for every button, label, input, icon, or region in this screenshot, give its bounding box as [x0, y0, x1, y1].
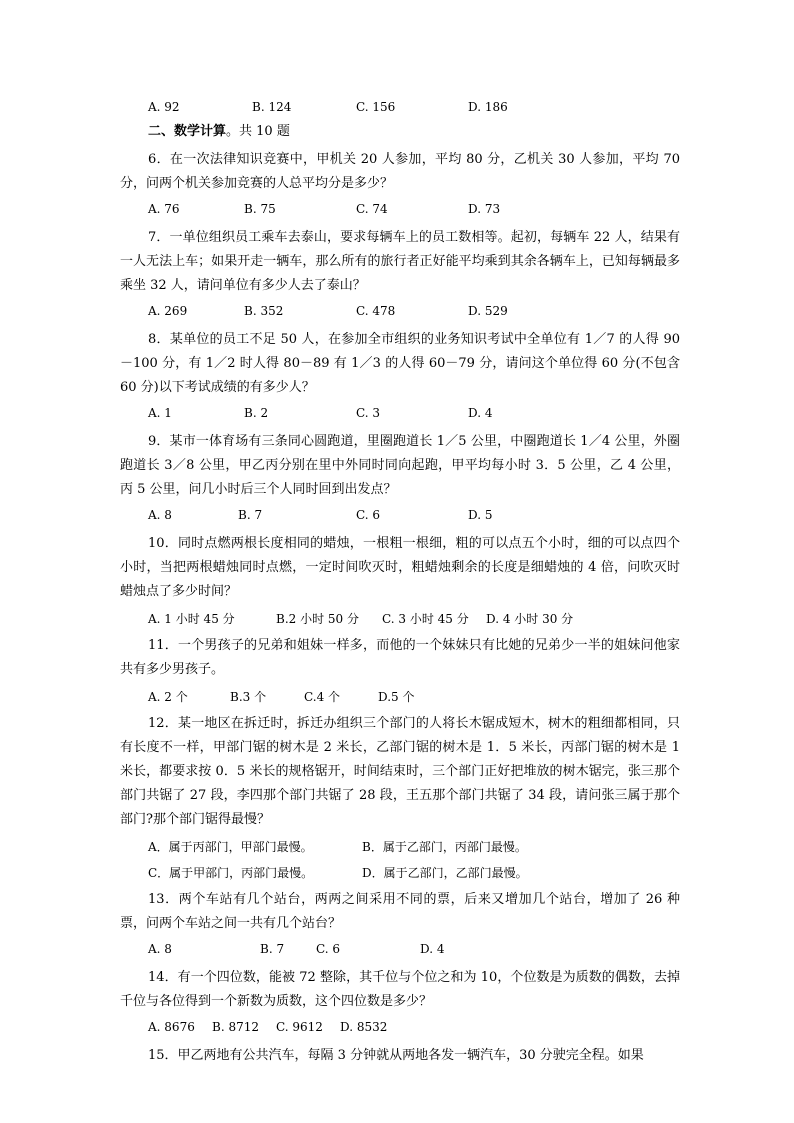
q13-option-a: A. 8: [148, 942, 172, 956]
q13-option-b: B. 7: [260, 942, 285, 956]
q6-option-d: D. 73: [468, 202, 501, 216]
q12-option-a: A．属于丙部门，甲部门最慢。: [148, 840, 313, 854]
q8-option-c: C. 3: [356, 406, 381, 420]
q12-option-c: C．属于甲部门，丙部门最慢。: [148, 866, 314, 880]
q13-option-d: D. 4: [420, 942, 445, 956]
q10-option-a: A. 1 小时 45 分: [148, 612, 235, 626]
q10-option-b: B.2 小时 50 分: [276, 612, 359, 626]
q5-option-c: C. 156: [356, 100, 396, 114]
q13-option-c: C. 6: [316, 942, 341, 956]
question-14: 14．有一个四位数，能被 72 整除，其千位与个位之和为 10，个位数是为质数的偶数，去掉千位与各位得到一个新数为质数，这个四位数是多少？: [120, 970, 680, 1009]
question-13: 13．两个车站有几个站台，两两之间采用不同的票，后来又增加几个站台，增加了 26 种票，问两个车站之间一共有几个站台？: [120, 892, 680, 931]
q7-option-a: A. 269: [148, 304, 188, 318]
q13-options: [120, 936, 680, 962]
q12-options-row2: [120, 858, 680, 884]
q8-option-b: B. 2: [244, 406, 269, 420]
q12-options-row1: [120, 832, 680, 858]
q7-option-c: C. 478: [356, 304, 396, 318]
q9-option-c: C. 6: [356, 508, 381, 522]
q7-option-b: B. 352: [244, 304, 284, 318]
q14-option-b: B. 8712: [212, 1020, 259, 1034]
q11-option-a: A. 2 个: [148, 690, 188, 704]
q10-option-c: C. 3 小时 45 分: [382, 612, 469, 626]
q14-option-d: D. 8532: [340, 1020, 388, 1034]
section-suffix: 。共 10 题: [226, 124, 290, 139]
q11-option-b: B.3 个: [230, 690, 267, 704]
q12-option-d: D．属于乙部门，乙部门最慢。: [362, 866, 528, 880]
q6-option-b: B. 75: [244, 202, 276, 216]
q9-option-a: A. 8: [148, 508, 172, 522]
q9-options: [120, 502, 680, 528]
q8-option-d: D. 4: [468, 406, 493, 420]
question-9: 9．某市一体育场有三条同心圆跑道，里圈跑道长 1／5 公里，中圈跑道长 1／4 公里，外圈跑道长 3／8 公里，甲乙丙分别在里中外同时同向起跑，甲平均每小时 3．5 公里，乙 4 公里，丙 5 公里，问几小时后三个人同时回到出发点？: [120, 434, 680, 497]
q14-option-a: A. 8676: [148, 1020, 195, 1034]
q11-options: [120, 682, 680, 708]
section-title: 二、数学计算: [148, 124, 227, 139]
q6-option-a: A. 76: [148, 202, 180, 216]
q5-options: [120, 94, 680, 120]
question-6: 6．在一次法律知识竞赛中，甲机关 20 人参加，平均 80 分，乙机关 30 人参加，平均 70 分，问两个机关参加竞赛的人总平均分是多少？: [120, 152, 680, 191]
question-10: 10．同时点燃两根长度相同的蜡烛，一根粗一根细，粗的可以点五个小时，细的可以点四个小时，当把两根蜡烛同时点燃，一定时间吹灭时，粗蜡烛剩余的长度是细蜡烛的 4 倍，问吹灭时蜡烛点了多少时间？: [120, 536, 680, 599]
section-heading: [120, 120, 680, 144]
exam-page: [120, 94, 680, 1068]
q10-option-d: D. 4 小时 30 分: [486, 612, 574, 626]
q5-option-d: D. 186: [468, 100, 508, 114]
question-7: 7．一单位组织员工乘车去泰山，要求每辆车上的员工数相等。起初，每辆车 22 人，结果有一人无法上车；如果开走一辆车，那么所有的旅行者正好能平均乘到其余各辆车上，已知每辆最多乘坐 32 人，请问单位有多少人去了泰山？: [120, 230, 680, 293]
question-11: 11．一个男孩子的兄弟和姐妹一样多，而他的一个妹妹只有比她的兄弟少一半的姐妹问他家共有多少男孩子。: [120, 638, 680, 677]
q10-options: [120, 604, 680, 630]
q6-option-c: C. 74: [356, 202, 388, 216]
q5-option-b: B. 124: [252, 100, 292, 114]
q14-option-c: C. 9612: [276, 1020, 323, 1034]
q14-options: [120, 1014, 680, 1040]
q11-option-d: D.5 个: [378, 690, 415, 704]
q11-option-c: C.4 个: [304, 690, 341, 704]
q5-option-a: A. 92: [148, 100, 180, 114]
question-15: 15．甲乙两地有公共汽车，每隔 3 分钟就从两地各发一辆汽车，30 分驶完全程。如果: [148, 1048, 644, 1063]
q7-option-d: D. 529: [468, 304, 508, 318]
q8-option-a: A. 1: [148, 406, 172, 420]
question-8: 8．某单位的员工不足 50 人，在参加全市组织的业务知识考试中全单位有 1／7 的人得 90－100 分，有 1／2 时人得 80－89 有 1／3 的人得 60－79 分，请问这个单位得 60 分(不包含 60 分)以下考试成绩的有多少人？: [120, 332, 680, 395]
q9-option-d: D. 5: [468, 508, 493, 522]
question-12: 12．某一地区在拆迁时，拆迁办组织三个部门的人将长木锯成短木，树木的粗细都相同，只有长度不一样，甲部门锯的树木是 2 米长，乙部门锯的树木是 1．5 米长，丙部门锯的树木是 1 米长，都要求按 0．5 米长的规格锯开，时间结束时，三个部门正好把堆放的树木锯完，张三那个部门共锯了 27 段，李四那个部门共锯了 28 段，王五那个部门共锯了 34 段，请问张三属于那个部门?那个部门锯得最慢？: [120, 716, 680, 827]
q6-options: [120, 196, 680, 222]
q8-options: [120, 400, 680, 426]
q12-option-b: B．属于乙部门，丙部门最慢。: [362, 840, 527, 854]
q9-option-b: B. 7: [238, 508, 263, 522]
q7-options: [120, 298, 680, 324]
